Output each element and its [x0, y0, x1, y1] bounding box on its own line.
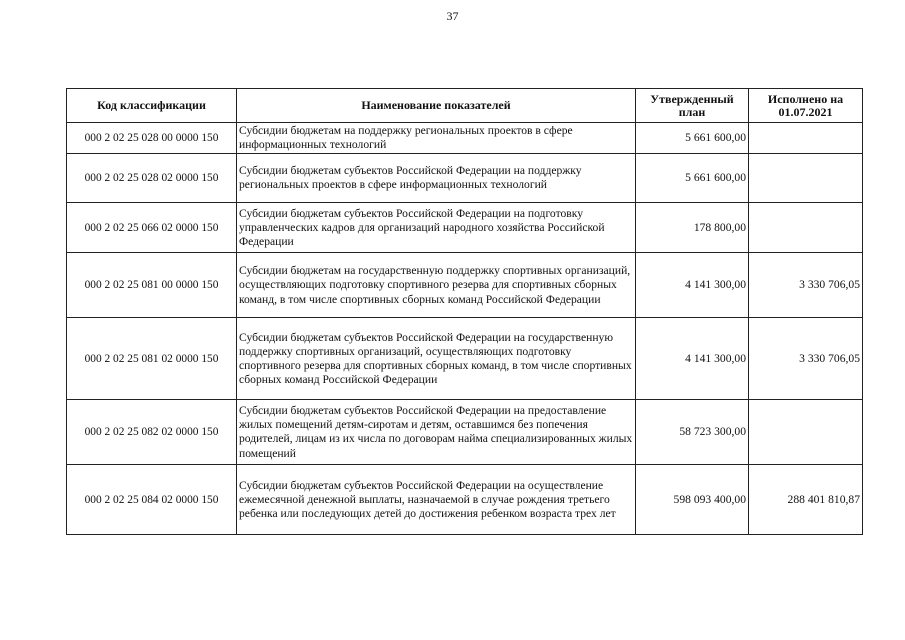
row-executed: [749, 154, 863, 203]
row-name: Субсидии бюджетам субъектов Российской Федерации на предоставление жилых помещений детям-сиротам и детям, оставшимся без попечения родителей, лицам из их числа по договорам найма специализированных жилых помещений: [237, 400, 636, 465]
row-name: Субсидии бюджетам субъектов Российской Федерации на осуществление ежемесячной денежной выплаты, назначаемой в случае рождения третьего ребенка или последующих детей до достижения ребенком возраста трех лет: [237, 465, 636, 535]
table-row: [67, 318, 863, 400]
row-plan: 5 661 600,00: [636, 123, 749, 154]
table-row: [67, 123, 863, 154]
header-executed: Исполнено на 01.07.2021: [749, 89, 863, 123]
row-executed: 288 401 810,87: [749, 465, 863, 535]
row-code: 000 2 02 25 082 02 0000 150: [67, 400, 237, 465]
row-plan: 58 723 300,00: [636, 400, 749, 465]
row-plan: 178 800,00: [636, 203, 749, 253]
row-code: 000 2 02 25 066 02 0000 150: [67, 203, 237, 253]
row-name: Субсидии бюджетам на государственную поддержку спортивных организаций, осуществляющих подготовку спортивного резерва для спортивных сборных команд, в том числе спортивных сборных команд Российской Федерации: [237, 253, 636, 318]
row-plan: 598 093 400,00: [636, 465, 749, 535]
row-code: 000 2 02 25 084 02 0000 150: [67, 465, 237, 535]
header-name: Наименование показателей: [237, 89, 636, 123]
row-plan: 4 141 300,00: [636, 253, 749, 318]
row-executed: [749, 203, 863, 253]
table-row: [67, 400, 863, 465]
budget-table: [66, 88, 863, 535]
header-code: Код классификации: [67, 89, 237, 123]
row-name: Субсидии бюджетам субъектов Российской Федерации на государственную поддержку спортивных организаций, осуществляющих подготовку спортивного резерва для спортивных сборных команд, в том числе спортивных сборных команд Российской Федерации: [237, 318, 636, 400]
table-row: [67, 253, 863, 318]
table-header-row: [67, 89, 863, 123]
row-executed: 3 330 706,05: [749, 253, 863, 318]
row-plan: 4 141 300,00: [636, 318, 749, 400]
row-code: 000 2 02 25 028 02 0000 150: [67, 154, 237, 203]
page-number: 37: [446, 9, 459, 23]
table-row: [67, 465, 863, 535]
row-name: Субсидии бюджетам субъектов Российской Федерации на подготовку управленческих кадров для организаций народного хозяйства Российской Федерации: [237, 203, 636, 253]
table-row: [67, 154, 863, 203]
row-executed: [749, 400, 863, 465]
row-code: 000 2 02 25 028 00 0000 150: [67, 123, 237, 154]
row-executed: [749, 123, 863, 154]
row-name: Субсидии бюджетам субъектов Российской Федерации на поддержку региональных проектов в сфере информационных технологий: [237, 154, 636, 203]
row-plan: 5 661 600,00: [636, 154, 749, 203]
table-row: [67, 203, 863, 253]
header-plan: Утвержденный план: [636, 89, 749, 123]
row-name: Субсидии бюджетам на поддержку региональных проектов в сфере информационных технологий: [237, 123, 636, 154]
row-code: 000 2 02 25 081 00 0000 150: [67, 253, 237, 318]
row-executed: 3 330 706,05: [749, 318, 863, 400]
row-code: 000 2 02 25 081 02 0000 150: [67, 318, 237, 400]
